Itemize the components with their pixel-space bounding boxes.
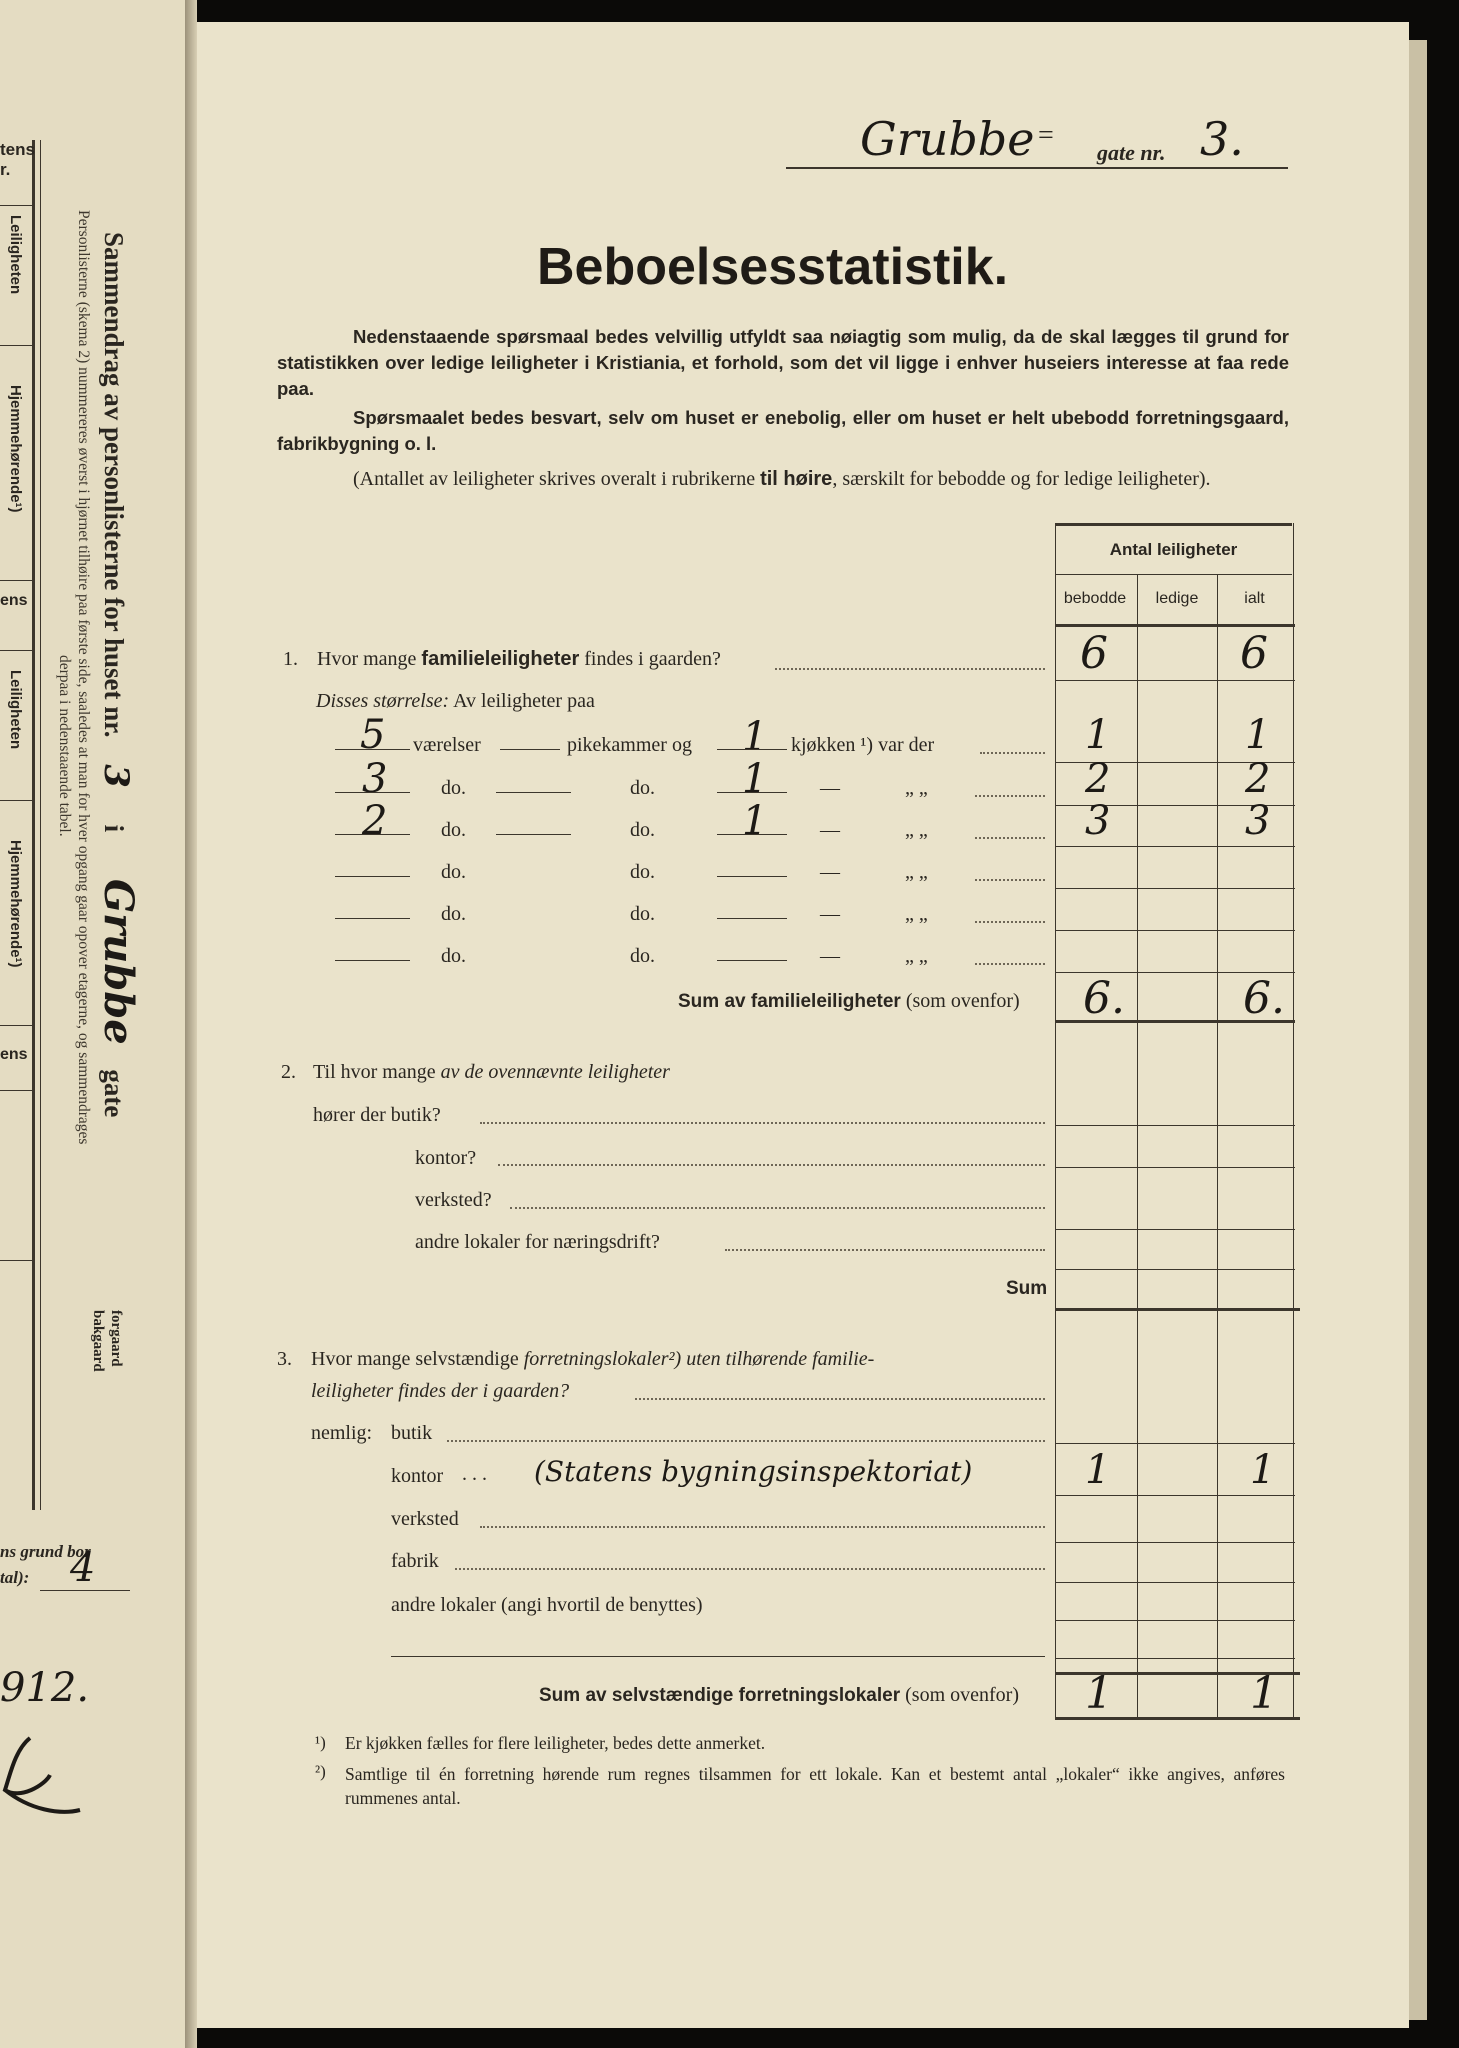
page-title: Beboelsesstatistik.: [537, 238, 1009, 296]
street-name-hand: Grubbe: [860, 112, 1035, 166]
sammendrag-street-hand: Grubbe: [95, 878, 142, 1045]
q2-item-verksted-dots: [510, 1207, 1045, 1209]
q1-sizes-italic: Disses størrelse:: [316, 690, 450, 712]
size-row-6-rooms-line: [335, 960, 410, 961]
size-row-3-rooms-line: [335, 834, 410, 835]
q1-text-pre: Hvor mange: [317, 648, 417, 670]
q3-sum-label: [539, 1684, 1019, 1707]
intro-p3-end: , særskilt for bebodde og for ledige leiligheter).: [832, 468, 1211, 490]
q2-text-italic: av de ovennævnte leiligheter: [440, 1061, 670, 1083]
street-dash: =: [1038, 120, 1054, 151]
q1-sizes-label: [316, 690, 595, 713]
house-number-hand: 3.: [1200, 112, 1244, 166]
q3-andre-line: [391, 1656, 1045, 1657]
table-row-rule-q3a: [1055, 1443, 1295, 1444]
q2-item-verksted: verksted?: [415, 1189, 492, 1211]
q1-text: [317, 648, 721, 671]
size-row-4-kitchen-line: [717, 876, 787, 877]
left-rule-h7: [0, 1090, 32, 1091]
left-col-label-5: Hjemmehørende¹): [7, 840, 24, 968]
table-col-rule-4: [1293, 523, 1294, 1718]
size-row-3-do-2: do.: [630, 819, 655, 841]
size-row-6-do-1: do.: [441, 945, 466, 967]
left-rule-2: [40, 140, 41, 1510]
q3-sum-rest: (som ovenfor): [905, 1684, 1019, 1706]
size-row-3-dash: —: [820, 819, 840, 841]
q2-item-kontor-dots: [498, 1164, 1045, 1166]
q2-item-butik: hører der butik?: [313, 1104, 441, 1126]
page-edge: [1409, 40, 1427, 2020]
q2-text: [313, 1061, 670, 1084]
sammendrag-note-line1: Personlisterne (skema 2) nummereres øverst i hjørnet tilhøire paa første side, saaledes at man for hver opgang gaar opover etagerne, og sammendrages: [75, 210, 92, 1145]
size-row-1-ialt: 1: [1245, 712, 1271, 758]
size-row-2-bebodde: 2: [1085, 756, 1111, 802]
size-row-6-ditto: „ „: [905, 945, 928, 967]
col-header-ialt: ialt: [1244, 590, 1265, 607]
size-row-3-bebodde: 3: [1085, 798, 1111, 844]
size-row-1-kitchen-line: [717, 749, 787, 750]
q3-number: 3.: [277, 1348, 292, 1370]
year-fragment: 912.: [0, 1665, 90, 1711]
size-row-6-dots: [975, 963, 1045, 965]
q3-line2-italic: leiligheter findes der i gaarden?: [311, 1380, 570, 1402]
size-row-2-mid-line: [496, 792, 571, 793]
left-rule-1: [32, 140, 35, 1510]
size-row-4-ditto: „ „: [905, 861, 928, 883]
table-row-rule-q2c: [1055, 1229, 1295, 1230]
table-col-rule-1: [1055, 523, 1056, 1718]
size-row-2-ditto: „ „: [905, 777, 928, 799]
table-top-rule: [1055, 523, 1292, 526]
footnote-2-mark: ²): [315, 1762, 326, 1781]
size-row-4-dots: [975, 879, 1045, 881]
q1-sizes-rest: Av leiligheter paa: [453, 690, 595, 712]
q1-text-post: findes i gaarden?: [584, 648, 721, 670]
intro-paragraph-3: [277, 466, 1289, 492]
size-row-5-rooms-line: [335, 918, 410, 919]
left-col-label-4: Leiligheten: [7, 670, 24, 750]
left-rule-h4: [0, 650, 32, 651]
q2-sum-label: Sum: [1006, 1278, 1048, 1299]
size-row-3-kitchen: 1: [742, 798, 768, 844]
left-rule-h5: [0, 800, 32, 801]
table-row-rule-q3e: [1055, 1620, 1295, 1621]
size-row-2-do-2: do.: [630, 777, 655, 799]
q1-dots: [775, 668, 1045, 670]
q3-line2-dots: [635, 1398, 1045, 1400]
q3-nemlig: nemlig:: [311, 1422, 373, 1444]
q3-item-fabrik: fabrik: [391, 1550, 439, 1572]
left-col-label-2: Hjemmehørende¹): [7, 385, 24, 513]
size-row-3-do-1: do.: [441, 819, 466, 841]
sammendrag-i: i: [99, 824, 129, 833]
size-row-6-dash: —: [820, 945, 840, 967]
size-row-4-do-1: do.: [441, 861, 466, 883]
book-gutter: [185, 0, 197, 2048]
size-row-2-ialt: 2: [1245, 756, 1271, 802]
size-row-1-gap-line: [500, 749, 560, 750]
table-row-rule-r5: [1055, 930, 1295, 931]
table-row-rule-q3b: [1055, 1495, 1295, 1496]
size-row-5-kitchen-line: [717, 918, 787, 919]
grund-label-2: tal):: [0, 1568, 30, 1587]
table-row-rule-q3f: [1055, 1658, 1295, 1659]
left-rule-h2: [0, 345, 32, 346]
left-rule-h3: [0, 580, 32, 581]
q2-item-andre-dots: [725, 1249, 1045, 1251]
size-row-2-dots: [975, 795, 1045, 797]
size-row-3-dots: [975, 837, 1045, 839]
q3-item-butik: butik: [391, 1422, 433, 1444]
table-row-rule-q2b: [1055, 1167, 1295, 1168]
size-row-2-dash: —: [820, 777, 840, 799]
table-row-rule-q2a: [1055, 1125, 1295, 1126]
sammendrag-note-line2: derpaa i nedenstaaende tabel.: [56, 655, 73, 837]
q3-sum-bebodde: 1: [1085, 1668, 1113, 1719]
signature-scribble: [0, 1730, 90, 1820]
table-group-header: Antal leiligheter: [1109, 540, 1238, 559]
table-row-rule-q3c: [1055, 1542, 1295, 1543]
q3-sum-bold: Sum av selvstændige forretningslokaler: [539, 1685, 901, 1706]
size-row-4-rooms-line: [335, 876, 410, 877]
q3-kontor-hand: (Statens bygningsinspektoriat): [534, 1455, 973, 1488]
left-col-label-1: Leiligheten: [7, 215, 24, 295]
table-row-rule-q1: [1055, 680, 1295, 681]
q3-line1-italic2: uten tilhørende familie-: [686, 1348, 875, 1370]
q1-sum-ialt: 6.: [1243, 973, 1285, 1024]
q1-sum-bebodde: 6.: [1083, 973, 1125, 1024]
sammendrag-nr: 3: [96, 764, 136, 788]
q1-answer-bebodde: 6: [1080, 628, 1108, 679]
left-rule-h1: [0, 205, 32, 206]
size-row-1-rooms: 5: [360, 712, 386, 758]
size-row-3-kitchen-line: [717, 834, 787, 835]
q3-sum-ialt: 1: [1250, 1668, 1278, 1719]
footnote-2: Samtlige til én forretning hørende rum regnes tilsammen for ett lokale. Kan et bestemt antal „lokaler“ ikke angives, anføres rummenes antal.: [345, 1764, 1285, 1808]
q3-item-verksted: verksted: [391, 1508, 459, 1530]
col-header-ledige: ledige: [1155, 590, 1199, 607]
q1-text-bold: familieleiligheter: [421, 648, 580, 670]
size-row-1-dots: [980, 752, 1045, 754]
left-col-label-6: ens: [0, 1046, 28, 1063]
grund-value: 4: [70, 1545, 96, 1591]
intro-paragraph-2: Spørsmaalet bedes besvart, selv om huset er enebolig, eller om huset er helt ubebodd forretningsgaard, fabrikbygning o. l.: [277, 407, 1289, 454]
q1-sum-label: [678, 990, 1020, 1013]
q1-sum-bold: Sum av familieleiligheter: [678, 991, 901, 1012]
size-row-5-do-1: do.: [441, 903, 466, 925]
size-row-2-do-1: do.: [441, 777, 466, 799]
q3-item-andre: andre lokaler (angi hvortil de benyttes): [391, 1594, 703, 1616]
left-col-label-3: ens: [0, 592, 28, 609]
table-col-rule-2: [1137, 574, 1138, 1718]
footnote-1: Er kjøkken fælles for flere leiligheter, bedes dette anmerket.: [345, 1733, 766, 1753]
table-row-rule-r3: [1055, 846, 1295, 847]
size-row-5-ditto: „ „: [905, 903, 928, 925]
table-row-rule-q3d: [1055, 1582, 1295, 1583]
q1-answer-ialt: 6: [1240, 628, 1268, 679]
size-row-1-bebodde: 1: [1085, 712, 1111, 758]
size-row-5-dash: —: [820, 903, 840, 925]
q2-text-pre: Til hvor mange: [313, 1061, 436, 1083]
table-row-rule-r4: [1055, 888, 1295, 889]
size-row-3-ditto: „ „: [905, 819, 928, 841]
bakgaard-label: bakgaard: [90, 1310, 106, 1372]
col-kjokken: kjøkken ¹) var der: [791, 734, 935, 756]
size-row-2-kitchen-line: [717, 792, 787, 793]
sammendrag-title-text: Sammendrag av personlisterne for huset nr.: [99, 232, 129, 738]
header-underline: [786, 167, 1288, 169]
sammendrag-title: [95, 232, 142, 1117]
size-row-3-mid-line: [496, 834, 571, 835]
size-row-5-do-2: do.: [630, 903, 655, 925]
q3-kontor-ialt: 1: [1250, 1447, 1276, 1493]
q3-line2: [311, 1380, 569, 1403]
table-row-rule-sum2: [1055, 1308, 1300, 1311]
form-page: [197, 22, 1409, 2028]
intro-p3-bold: til høire: [760, 468, 833, 490]
table-subheader-rule: [1055, 574, 1292, 575]
q1-number: 1.: [283, 648, 298, 670]
size-row-1-rooms-line: [335, 749, 410, 750]
size-row-3-rooms: 2: [362, 798, 388, 844]
q2-item-andre: andre lokaler for næringsdrift?: [415, 1231, 660, 1253]
q2-item-butik-dots: [480, 1122, 1045, 1124]
q3-item-kontor: kontor: [391, 1465, 444, 1487]
intro-paragraph-1: Nedenstaaende spørsmaal bedes velvillig utfyldt saa nøiagtig som mulig, da de skal lægges til grund for statistikken over ledige leiligheter i Kristiania, et forhold, som det vil ligge i enhver huseiers interesse at faa rede paa.: [277, 326, 1289, 399]
size-row-1-kitchen: 1: [742, 714, 768, 760]
q2-number: 2.: [281, 1061, 296, 1083]
size-row-6-kitchen-line: [717, 960, 787, 961]
q3-kontor-bebodde: 1: [1085, 1447, 1111, 1493]
q3-line1: [311, 1348, 874, 1371]
q3-item-butik-dots: [447, 1440, 1045, 1442]
q3-line1-pre: Hvor mange selvstændige: [311, 1348, 519, 1370]
size-row-2-kitchen: 1: [742, 756, 768, 802]
gate-nr-label: gate nr.: [1097, 140, 1166, 165]
q3-kontor-dots: . . .: [462, 1463, 487, 1485]
table-row-rule-q2d: [1055, 1269, 1295, 1270]
col-pikekammer: pikekammer og: [567, 734, 692, 756]
left-rule-h8: [0, 1260, 32, 1261]
size-row-2-rooms: 3: [362, 756, 388, 802]
forgaard-label: forgaard: [108, 1310, 124, 1367]
sammendrag-gate: gate: [99, 1069, 129, 1118]
q2-item-kontor: kontor?: [415, 1147, 477, 1169]
left-page: [0, 0, 185, 2048]
footnote-1-mark: ¹): [315, 1733, 326, 1752]
left-rule-h6: [0, 1025, 32, 1026]
size-row-2-rooms-line: [335, 792, 410, 793]
intro-p3-start: (Antallet av leiligheter skrives overalt i rubrikerne: [353, 468, 756, 490]
q1-sum-rest: (som ovenfor): [905, 990, 1020, 1012]
q3-item-fabrik-dots: [455, 1568, 1045, 1570]
size-row-4-dash: —: [820, 861, 840, 883]
table-header-bottom-rule: [1055, 624, 1295, 627]
grund-label-1: ns grund bor: [0, 1542, 91, 1561]
col-vaerelser: værelser: [413, 734, 481, 756]
size-row-3-ialt: 3: [1245, 798, 1271, 844]
table-col-rule-3: [1217, 574, 1218, 1718]
size-row-6-do-2: do.: [630, 945, 655, 967]
size-row-5-dots: [975, 921, 1045, 923]
size-row-4-do-2: do.: [630, 861, 655, 883]
q3-item-verksted-dots: [480, 1526, 1045, 1528]
left-header-fragment-1: tens: [0, 140, 35, 159]
col-header-bebodde: bebodde: [1063, 590, 1127, 607]
left-header-fragment-2: r.: [0, 160, 11, 179]
q3-line1-italic: forretningslokaler²): [523, 1348, 682, 1370]
